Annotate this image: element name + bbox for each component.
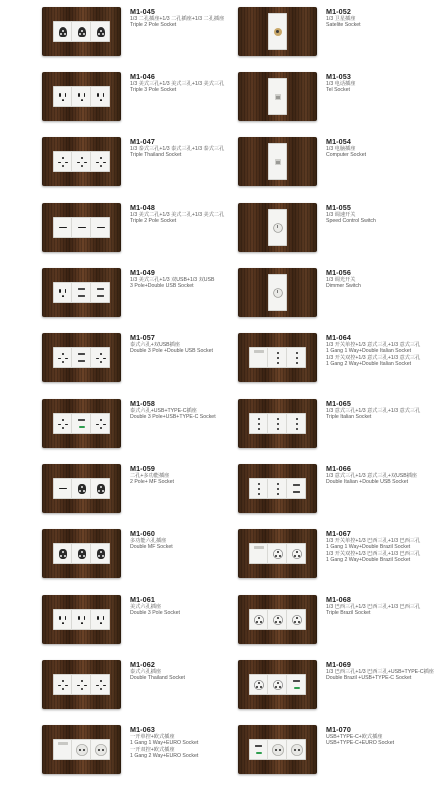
product-description-cn: 1/3 意式三孔+1/3 意式三孔+双USB插座 xyxy=(326,473,418,479)
product-description-cn: 泰式六孔+双USB插座 xyxy=(130,342,181,348)
pin-hole xyxy=(296,617,298,619)
pin-hole xyxy=(258,493,260,495)
product-text xyxy=(326,72,355,94)
socket-module xyxy=(287,413,306,434)
socket-panel xyxy=(268,143,287,180)
pin-hole xyxy=(256,686,258,688)
product-description-en: Dimmer Switch xyxy=(326,283,361,290)
pin-hole xyxy=(258,488,260,490)
product-description-cn: 1/3 开关双控+1/3 巴西三孔+1/3 巴西三孔 xyxy=(326,550,421,557)
pin-hole xyxy=(277,423,279,425)
pin-hole xyxy=(277,493,279,495)
socket-module xyxy=(287,347,306,368)
pin-hole xyxy=(294,749,296,751)
product-code: M1-056 xyxy=(326,268,351,277)
product-text xyxy=(326,725,394,747)
socket-panel xyxy=(268,78,287,115)
product-description-cn: 美式六孔插座 xyxy=(130,604,162,610)
usb-port-icon xyxy=(293,680,300,683)
product-description-en: Triple Italian Socket xyxy=(326,414,372,421)
socket-panel xyxy=(268,209,287,246)
product-description-cn: 泰式六孔+USB+TYPE-C插座 xyxy=(130,408,197,414)
product-description-cn: 1/3 调速开关 xyxy=(326,212,356,218)
socket-module xyxy=(249,478,268,499)
product-description-en: 1 Gang 2 Way+EURO Socket xyxy=(130,753,199,760)
product-description-en: Triple Thailand Socket xyxy=(130,152,182,159)
product-code: M1-053 xyxy=(326,72,351,81)
socket-panel xyxy=(249,739,306,760)
socket-panel xyxy=(249,609,306,630)
product-code: M1-065 xyxy=(326,399,351,408)
product-description-en: Triple Brazil Socket xyxy=(326,610,371,617)
product-item xyxy=(0,137,446,197)
pin-hole xyxy=(277,428,279,430)
product-text xyxy=(326,660,434,682)
product-text xyxy=(326,595,420,617)
product-description-cn: 1/3 开关单控+1/3 意式三孔+1/3 意式三孔 xyxy=(326,342,421,348)
product-description-cn: 1/3 意式三孔+1/3 意式三孔+1/3 意式三孔 xyxy=(326,408,421,414)
product-item xyxy=(0,203,446,263)
pin-hole xyxy=(277,418,279,420)
product-text xyxy=(326,464,417,486)
product-description-cn: 1/3 卫星插座 xyxy=(326,16,356,22)
product-code: M1-049 xyxy=(130,268,155,277)
pin-hole xyxy=(294,621,296,623)
connector-center-pin xyxy=(276,30,279,33)
pin-hole xyxy=(258,483,260,485)
pin-hole xyxy=(296,418,298,420)
pin-hole xyxy=(296,428,298,430)
product-code: M1-048 xyxy=(130,203,155,212)
product-code: M1-061 xyxy=(130,595,155,604)
product-text xyxy=(326,137,366,159)
product-text xyxy=(326,268,361,290)
product-description-en: Computer Socket xyxy=(326,152,367,159)
product-item xyxy=(0,529,446,589)
product-item xyxy=(0,7,446,67)
socket-module xyxy=(287,478,306,499)
socket-module xyxy=(287,609,306,630)
euro-socket-recess xyxy=(291,744,303,756)
product-code: M1-054 xyxy=(326,137,351,146)
socket-panel xyxy=(249,413,306,434)
socket-module xyxy=(268,274,287,311)
socket-module xyxy=(249,674,268,695)
socket-module xyxy=(287,739,306,760)
product-description-cn: 1/3 美式三孔+1/3 美式三孔+1/3 美式三孔 xyxy=(130,81,225,87)
product-description-cn: 1/3 巴西三孔+1/3 巴西三孔+USB+TYPE-C插座 xyxy=(326,669,434,675)
socket-module xyxy=(268,13,287,50)
product-code: M1-046 xyxy=(130,72,155,81)
pin-hole xyxy=(277,617,279,619)
product-code: M1-052 xyxy=(326,7,351,16)
pin-hole xyxy=(279,555,281,557)
socket-plate-image xyxy=(238,660,317,709)
product-code: M1-063 xyxy=(130,725,155,734)
socket-panel xyxy=(249,543,306,564)
product-description-cn: 一开单控+欧式插座 xyxy=(130,734,175,740)
product-text xyxy=(326,203,376,225)
pin-hole xyxy=(277,357,279,359)
product-description-cn: 1/3 二孔插座+1/3 二孔插座+1/3 二孔插座 xyxy=(130,16,225,22)
product-code: M1-047 xyxy=(130,137,155,146)
product-text xyxy=(326,529,420,564)
product-item xyxy=(0,268,446,328)
product-description-en: 1 Gang 2 Way+Double Italian Socket xyxy=(326,361,412,368)
socket-plate-image xyxy=(238,7,317,56)
product-item xyxy=(0,72,446,132)
pin-hole xyxy=(277,551,279,553)
pin-hole xyxy=(260,686,262,688)
pin-hole xyxy=(296,352,298,354)
pin-hole xyxy=(277,682,279,684)
product-code: M1-055 xyxy=(326,203,351,212)
socket-module xyxy=(268,143,287,180)
socket-panel xyxy=(249,347,306,368)
rocker-switch xyxy=(254,350,264,353)
product-description-en: Satelite Socket xyxy=(326,22,361,29)
product-description-cn: 1/3 电话插座 xyxy=(326,81,356,87)
product-description-cn: 1/3 电脑插座 xyxy=(326,146,356,152)
product-description-en: Speed Control Switch xyxy=(326,218,376,225)
product-text xyxy=(326,399,420,421)
pin-hole xyxy=(258,423,260,425)
product-description-cn: 一开双控+欧式插座 xyxy=(130,746,175,753)
product-item xyxy=(0,660,446,720)
socket-module xyxy=(268,413,287,434)
pin-hole xyxy=(258,418,260,420)
pin-hole xyxy=(294,555,296,557)
product-item xyxy=(0,725,446,785)
socket-panel xyxy=(268,274,287,311)
type-c-port-icon xyxy=(256,752,262,755)
product-code: M1-069 xyxy=(326,660,351,669)
product-code: M1-060 xyxy=(130,529,155,538)
pin-hole xyxy=(275,555,277,557)
pin-hole xyxy=(258,682,260,684)
socket-module xyxy=(287,674,306,695)
usb-port-icon xyxy=(293,491,300,494)
socket-module xyxy=(268,209,287,246)
product-description-en: USB+TYPE-C+EURO Socket xyxy=(326,740,395,747)
product-description-en: 1 Gang 1 Way+Double Brazil Socket xyxy=(326,544,411,551)
product-description-en: Triple 3 Pole Socket xyxy=(130,87,177,94)
pin-hole xyxy=(279,749,281,751)
socket-module xyxy=(249,347,268,368)
pin-hole xyxy=(298,621,300,623)
product-item xyxy=(0,399,446,459)
product-description-en: 3 Pole+Double USB Socket xyxy=(130,283,194,290)
product-item xyxy=(0,595,446,655)
rj-jack-opening xyxy=(276,161,280,164)
product-description-en: 1 Gang 2 Way+Double Brazil Socket xyxy=(326,557,411,564)
socket-plate-image xyxy=(238,595,317,644)
socket-module xyxy=(268,478,287,499)
socket-module xyxy=(249,609,268,630)
knob-indicator xyxy=(277,290,278,293)
product-description-cn: 多功能六孔插座 xyxy=(130,538,167,544)
product-code: M1-064 xyxy=(326,333,351,342)
euro-socket-recess xyxy=(272,744,284,756)
socket-module xyxy=(249,413,268,434)
socket-plate-image xyxy=(238,529,317,578)
product-description-cn: 1/3 开关单控+1/3 巴西三孔+1/3 巴西三孔 xyxy=(326,538,421,544)
product-description-en: Double Thailand Socket xyxy=(130,675,185,682)
pin-hole xyxy=(277,488,279,490)
pin-hole xyxy=(277,483,279,485)
socket-panel xyxy=(268,13,287,50)
pin-hole xyxy=(279,621,281,623)
pin-hole xyxy=(296,423,298,425)
type-c-port-icon xyxy=(294,687,300,690)
product-description-en: 2 Pole+ MF Socket xyxy=(130,479,174,486)
product-description-en: Triple 2 Pole Socket xyxy=(130,218,177,225)
pin-hole xyxy=(275,621,277,623)
product-code: M1-057 xyxy=(130,333,155,342)
product-code: M1-070 xyxy=(326,725,351,734)
socket-module xyxy=(268,347,287,368)
pin-hole xyxy=(298,555,300,557)
socket-module xyxy=(268,543,287,564)
socket-plate-image xyxy=(238,464,317,513)
socket-plate-image xyxy=(238,268,317,317)
product-item xyxy=(0,333,446,393)
socket-module xyxy=(268,739,287,760)
product-description-en: Double Brazil +USB+TYPE-C Socket xyxy=(326,675,412,682)
product-description-en: Double 3 Pole Socket xyxy=(130,610,180,617)
rocker-switch xyxy=(254,546,264,549)
pin-hole xyxy=(275,686,277,688)
pin-hole xyxy=(277,352,279,354)
product-description-cn: 1/3 美式二孔+1/3 美式二孔+1/3 美式二孔 xyxy=(130,212,225,218)
pin-hole xyxy=(277,362,279,364)
usb-port-icon xyxy=(293,484,300,487)
product-description-cn: 1/3 调光开关 xyxy=(326,277,356,283)
pin-hole xyxy=(275,749,277,751)
socket-plate-image xyxy=(238,333,317,382)
product-text xyxy=(326,7,361,29)
product-description-en: Double 3 Pole +Double USB Socket xyxy=(130,348,213,355)
product-item xyxy=(0,464,446,524)
product-description-en: Tel Socket xyxy=(326,87,350,94)
pin-hole xyxy=(256,621,258,623)
product-text xyxy=(326,333,420,368)
socket-module xyxy=(268,78,287,115)
product-code: M1-068 xyxy=(326,595,351,604)
socket-panel xyxy=(249,674,306,695)
product-description-en: Double 3 Pole+USB+TYPE-C Socket xyxy=(130,414,216,421)
product-code: M1-066 xyxy=(326,464,351,473)
product-description-cn: 1/3 美式三孔+1/3 双USB+1/3 双USB xyxy=(130,277,215,283)
product-description-en: 1 Gang 1 Way+EURO Socket xyxy=(130,740,199,747)
pin-hole xyxy=(296,362,298,364)
pin-hole xyxy=(258,617,260,619)
product-code: M1-067 xyxy=(326,529,351,538)
pin-hole xyxy=(260,621,262,623)
socket-module xyxy=(249,543,268,564)
product-description-cn: 1/3 泰式三孔+1/3 泰式三孔+1/3 泰式三孔 xyxy=(130,146,225,152)
rj-jack-opening xyxy=(276,96,280,99)
product-description-en: Double MF Socket xyxy=(130,544,173,551)
socket-plate-image xyxy=(238,203,317,252)
socket-plate-image xyxy=(238,72,317,121)
socket-panel xyxy=(249,478,306,499)
product-code: M1-059 xyxy=(130,464,155,473)
socket-plate-image xyxy=(238,725,317,774)
product-code: M1-062 xyxy=(130,660,155,669)
product-description-cn: 1/3 巴西三孔+1/3 巴西三孔+1/3 巴西三孔 xyxy=(326,604,421,610)
product-description-en: Double Italian +Double USB Socket xyxy=(326,479,409,486)
socket-plate-image xyxy=(238,399,317,448)
product-description-en: 1 Gang 1 Way+Double Italian Socket xyxy=(326,348,412,355)
pin-hole xyxy=(296,357,298,359)
socket-module xyxy=(268,674,287,695)
socket-module xyxy=(249,739,268,760)
product-description-cn: 二孔+多功能插座 xyxy=(130,473,170,479)
socket-module xyxy=(268,609,287,630)
pin-hole xyxy=(298,749,300,751)
product-description-cn: 1/3 开关双控+1/3 意式三孔+1/3 意式三孔 xyxy=(326,354,421,361)
product-code: M1-045 xyxy=(130,7,155,16)
pin-hole xyxy=(258,428,260,430)
pin-hole xyxy=(279,686,281,688)
product-description-cn: USB+TYPE-C+欧式插座 xyxy=(326,734,383,740)
socket-module xyxy=(287,543,306,564)
product-code: M1-058 xyxy=(130,399,155,408)
pin-hole xyxy=(296,551,298,553)
product-description-en: Triple 2 Pole Socket xyxy=(130,22,177,29)
product-description-cn: 泰式六孔插座 xyxy=(130,669,162,675)
usb-port-icon xyxy=(255,745,262,748)
knob-indicator xyxy=(277,225,278,228)
socket-plate-image xyxy=(238,137,317,186)
